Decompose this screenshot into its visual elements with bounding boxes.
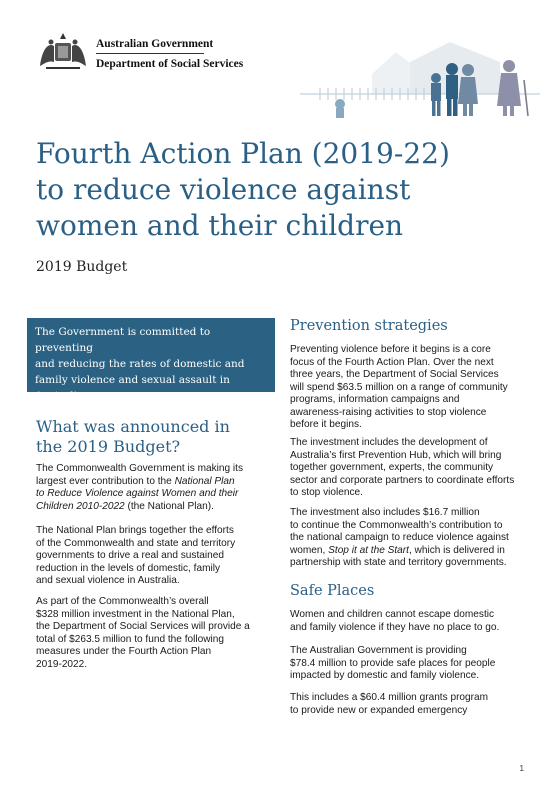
text-line: to provide new or expanded emergency	[290, 704, 468, 716]
text-line: largest ever contribution to the	[36, 475, 175, 487]
title-line: Fourth Action Plan (2019-22)	[36, 137, 450, 170]
national-plan-title: National Plan	[174, 475, 235, 487]
text-line: The National Plan brings together the efforts	[36, 525, 234, 536]
intro-text	[35, 324, 269, 404]
text-line: to stop violence.	[290, 487, 363, 498]
title-line: to reduce violence against	[36, 173, 411, 206]
text-line: of the Commonwealth and state and territory	[36, 537, 236, 549]
header-divider	[96, 53, 204, 54]
national-plan-title: Children 2010-2022	[36, 500, 125, 512]
prevention-paragraph	[290, 344, 530, 432]
heading-line: the 2019 Budget?	[36, 437, 181, 456]
text-line: the national campaign to reduce violence against	[290, 532, 509, 543]
national-plan-paragraph	[36, 525, 271, 588]
grants-program-paragraph	[290, 692, 530, 717]
commonwealth-contribution-paragraph	[36, 463, 271, 513]
text-line: , which is delivered in	[408, 544, 505, 556]
government-name: Australian Government	[96, 38, 214, 50]
safe-places-heading: Safe Places	[290, 583, 375, 599]
safe-places-funding-paragraph	[290, 645, 530, 683]
text-line: 2019-2022.	[36, 658, 88, 670]
text-line: $328 million investment in the National Plan,	[36, 608, 235, 620]
funding-paragraph	[36, 596, 271, 671]
family-illustration	[300, 22, 540, 120]
text-line: awareness-raising activities to stop violence	[290, 406, 487, 418]
budget-heading	[36, 417, 266, 457]
intro-line: Australia.	[35, 390, 87, 402]
intro-line: and reducing the rates of domestic and	[35, 358, 245, 370]
text-line: partnership with state and territory governments.	[290, 557, 507, 568]
text-line: programs, information campaigns and	[290, 394, 460, 405]
text-line: the Department of Social Services will provide a	[36, 621, 250, 632]
department-name: Department of Social Services	[96, 58, 244, 70]
coat-of-arms-logo	[36, 30, 90, 74]
text-line: women,	[290, 544, 329, 556]
text-line: measures under the Fourth Action Plan	[36, 646, 212, 657]
safe-places-paragraph	[290, 609, 530, 634]
subtitle: 2019 Budget	[36, 259, 128, 275]
text-line: focus of the Fourth Action Plan. Over the next	[290, 356, 494, 368]
text-line: Australia’s first Prevention Hub, which will bring	[290, 449, 502, 461]
text-line: The Commonwealth Government is making its	[36, 463, 244, 474]
text-line: three years, the Department of Social Services	[290, 369, 499, 380]
text-line: Preventing violence before it begins is a core	[290, 344, 491, 355]
prevention-heading: Prevention strategies	[290, 318, 448, 334]
campaign-name: Stop it at the Start	[328, 544, 409, 556]
text-line: total of $263.5 million to fund the following	[36, 633, 224, 645]
text-line: together government, experts, the community	[290, 462, 494, 473]
text-line: reduction in the levels of domestic, family	[36, 562, 221, 574]
text-line: to continue the Commonwealth’s contribution to	[290, 519, 503, 531]
prevention-hub-paragraph	[290, 437, 530, 500]
page-number: 1	[519, 764, 524, 773]
text-line: This includes a $60.4 million grants program	[290, 692, 489, 703]
page-title	[36, 136, 536, 244]
text-line: As part of the Commonwealth’s overall	[36, 596, 209, 607]
campaign-paragraph	[290, 507, 530, 570]
text-line: governments to drive a real and sustained	[36, 550, 224, 561]
text-line: before it begins.	[290, 419, 362, 430]
national-plan-title: to Reduce Violence against Women and their	[36, 488, 239, 499]
text-line: $78.4 million to provide safe places for people	[290, 657, 496, 669]
text-line: and family violence if they have no place to go.	[290, 621, 500, 633]
text-line: impacted by domestic and family violence.	[290, 670, 480, 681]
text-line: sector and corporate partners to coordinate efforts	[290, 474, 515, 486]
title-line: women and their children	[36, 209, 404, 242]
text-line: The Australian Government is providing	[290, 645, 467, 656]
text-line: and sexual violence in Australia.	[36, 575, 180, 586]
intro-line: The Government is committed to preventing	[35, 326, 211, 354]
text-line: (the National Plan).	[124, 500, 214, 512]
text-line: The investment also includes $16.7 million	[290, 507, 480, 518]
heading-line: What was announced in	[36, 417, 230, 436]
text-line: will spend $63.5 million on a range of community	[290, 381, 508, 393]
intro-line: family violence and sexual assault in	[35, 374, 230, 386]
text-line: The investment includes the development of	[290, 437, 488, 448]
intro-box	[27, 318, 275, 402]
text-line: Women and children cannot escape domestic	[290, 609, 495, 620]
